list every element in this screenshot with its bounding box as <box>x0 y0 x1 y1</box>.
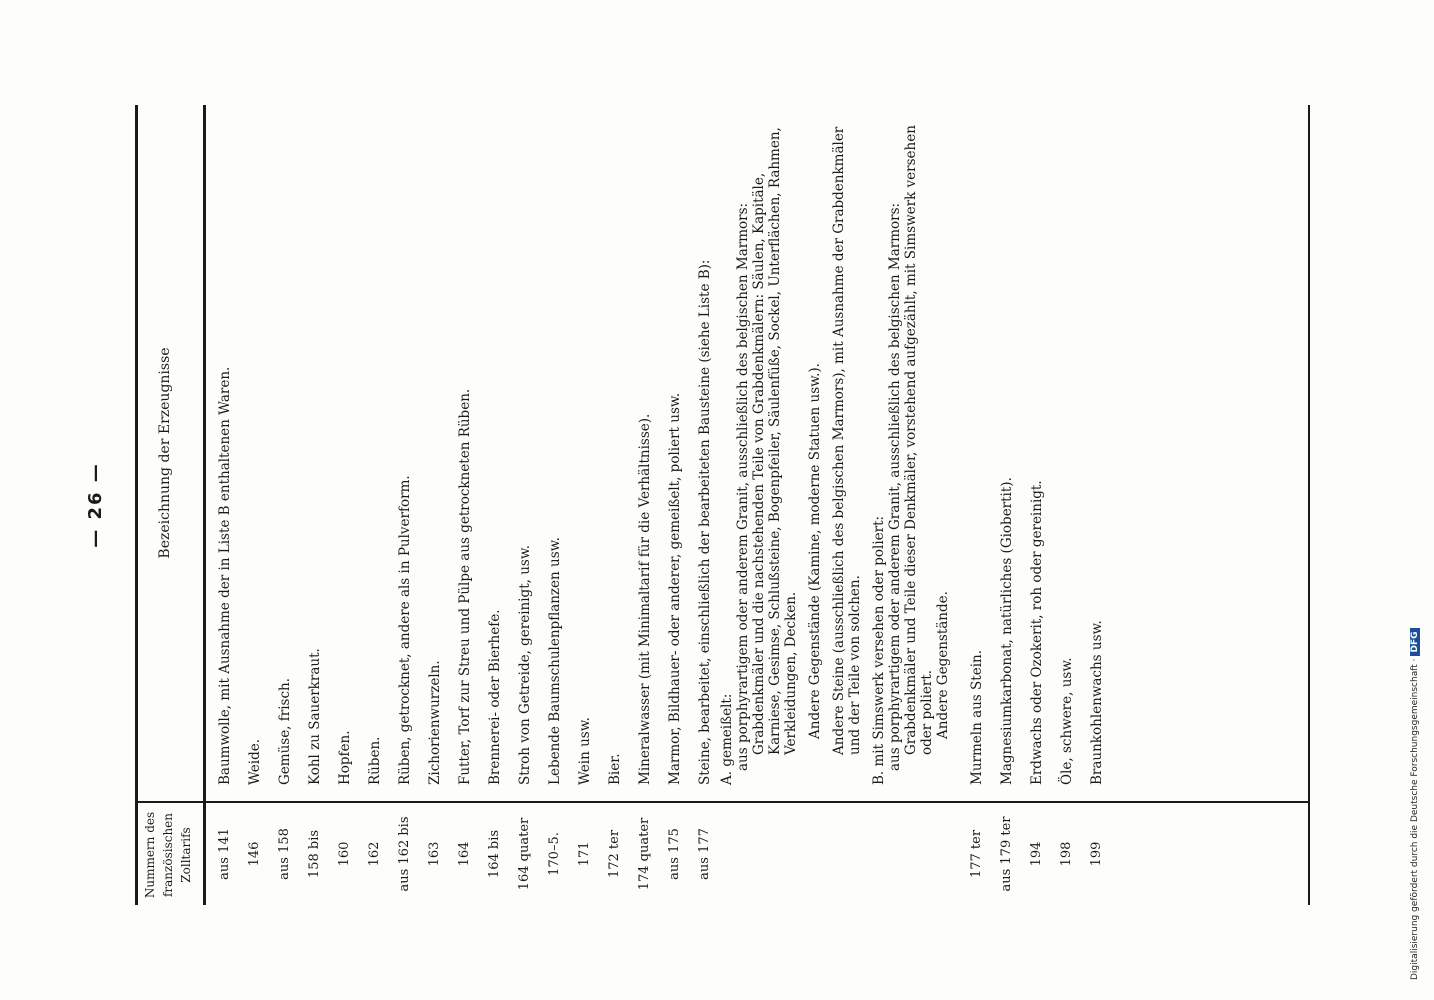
tariff-number: 172 ter <box>607 829 622 879</box>
product-description: Magnesiumkarbonat, natürliches (Giobertit). <box>999 477 1015 785</box>
credit-text: Digitalisierung gefördert durch die Deutsche Forschungsgemeinschaft · <box>1410 658 1420 980</box>
tariff-number: 171 <box>577 841 592 867</box>
product-description: Bier. <box>607 753 623 785</box>
table-row <box>607 105 623 905</box>
section-b-heading: B. mit Simswerk versehen oder poliert: <box>871 515 887 785</box>
table-row <box>307 105 323 905</box>
table-row <box>277 105 293 905</box>
table-row <box>577 105 593 905</box>
tariff-number: 146 <box>247 841 262 867</box>
product-description: Brennerei- oder Bierhefe. <box>487 609 503 785</box>
product-description: Baumwolle, mit Ausnahme der in Liste B enthaltenen Waren. <box>217 366 233 785</box>
tariff-number: 177 ter <box>969 829 984 879</box>
section-b-granite: aus porphyrartigem oder anderem Granit, ausschließlich des belgischen Marmors: <box>887 202 903 771</box>
tariff-number: aus 141 <box>217 828 232 880</box>
page-number: — 26 — <box>85 462 106 548</box>
table-row <box>667 105 683 905</box>
section-b-monuments: Grabdenkmäler und Teile dieser Denkmäler, vorstehend aufgezählt, mit Simswerk versehen oder poliert. <box>903 125 935 755</box>
section-a-heading: A. gemeißelt: <box>719 693 735 785</box>
table-row <box>457 105 473 905</box>
table-row <box>697 105 713 905</box>
product-description: Gemüse, frisch. <box>277 677 293 785</box>
tariff-number: aus 175 <box>667 828 682 880</box>
table-top-rule <box>135 105 138 905</box>
section-a-other-objects: Andere Gegenstände (Kamine, moderne Statuen usw.). <box>807 363 823 739</box>
product-description: Erdwachs oder Ozokerit, roh oder gereinigt. <box>1029 480 1045 785</box>
product-description: Kohl zu Sauerkraut. <box>307 648 323 785</box>
product-description: Hopfen. <box>337 730 353 785</box>
tariff-number: aus 158 <box>277 828 292 880</box>
column-header-description: Bezeichnung der Erzeugnisse <box>157 347 173 559</box>
tariff-number: 164 quater <box>517 817 532 891</box>
product-description: Braunkohlenwachs usw. <box>1089 620 1105 785</box>
product-description: Rüben, getrocknet, andere als in Pulverform. <box>397 475 413 785</box>
tariff-number: 160 <box>337 841 352 867</box>
table-row <box>969 105 985 905</box>
table-row <box>367 105 383 905</box>
tariff-number: 162 <box>367 841 382 867</box>
product-description: Rüben. <box>367 736 383 785</box>
product-description: Wein usw. <box>577 717 593 785</box>
product-description: Murmeln aus Stein. <box>969 650 985 785</box>
tariff-number: aus 177 <box>697 828 712 880</box>
digitization-credit <box>1410 629 1420 981</box>
tariff-number: 170–5. <box>547 832 562 876</box>
product-description: Mineralwasser (mit Minimaltarif für die Verhältnisse). <box>637 413 653 785</box>
rotated-page <box>85 105 1310 905</box>
table-row <box>999 105 1015 905</box>
product-description: Weide. <box>247 738 263 785</box>
tariff-number: 198 <box>1059 841 1074 867</box>
table-row <box>547 105 563 905</box>
table-row <box>427 105 443 905</box>
table-row <box>1089 105 1105 905</box>
column-header-numbers: Nummern des französischen Zolltarifs <box>143 811 193 899</box>
tariff-number: 164 bis <box>487 829 502 879</box>
product-description: Stroh von Getreide, gereinigt, usw. <box>517 544 533 785</box>
section-b-other: Andere Gegenstände. <box>935 591 951 739</box>
table-row-stone-details <box>713 105 951 905</box>
table-row <box>1029 105 1045 905</box>
table-row <box>1059 105 1075 905</box>
section-a-granite: aus porphyrartigem oder anderem Granit, ausschließlich des belgischen Marmors: <box>735 202 751 771</box>
table-row <box>337 105 353 905</box>
tariff-number: 158 bis <box>307 829 322 879</box>
tariff-number: aus 162 bis <box>397 816 412 892</box>
section-a-other-stones: Andere Steine (ausschließlich des belgischen Marmors), mit Ausnahme der Grabdenkmäler und der Teile von solchen. <box>831 126 863 755</box>
tariff-number: 163 <box>427 841 442 867</box>
table-row <box>397 105 413 905</box>
table-row <box>487 105 503 905</box>
table-row <box>247 105 263 905</box>
table-row <box>637 105 653 905</box>
product-description: Futter, Torf zur Streu und Pülpe aus getrockneten Rüben. <box>457 388 473 785</box>
dfg-logo: DFG <box>1410 629 1420 656</box>
stone-details <box>713 105 951 803</box>
product-description: Öle, schwere, usw. <box>1059 657 1075 785</box>
table-bottom-rule <box>1308 105 1310 905</box>
tariff-number: 164 <box>457 841 472 867</box>
section-a-monuments: Grabdenkmäler und die nachstehenden Teile von Grabdenkmälern: Säulen, Kapitäle, Karniese, Gesimse, Schlußsteine, Bogenpfeiler, Säulenfüße, Sockel, Unterflächen, Rahmen, Verkleidungen, Decken. <box>751 127 799 755</box>
product-description: Zichorienwurzeln. <box>427 660 443 785</box>
product-description: Lebende Baumschulenpflanzen usw. <box>547 537 563 785</box>
tariff-number: aus 179 ter <box>999 816 1014 892</box>
product-description: Steine, bearbeitet, einschließlich der bearbeiteten Bausteine (siehe Liste B): <box>697 259 713 785</box>
tariff-number: 174 quater <box>637 817 652 891</box>
table-row <box>217 105 233 905</box>
tariff-number: 199 <box>1089 841 1104 867</box>
table-body <box>217 105 1105 905</box>
table-row <box>517 105 533 905</box>
header-rule <box>203 105 206 905</box>
product-description: Marmor, Bildhauer- oder anderer, gemeißelt, poliert usw. <box>667 392 683 785</box>
tariff-number: 194 <box>1029 841 1044 867</box>
